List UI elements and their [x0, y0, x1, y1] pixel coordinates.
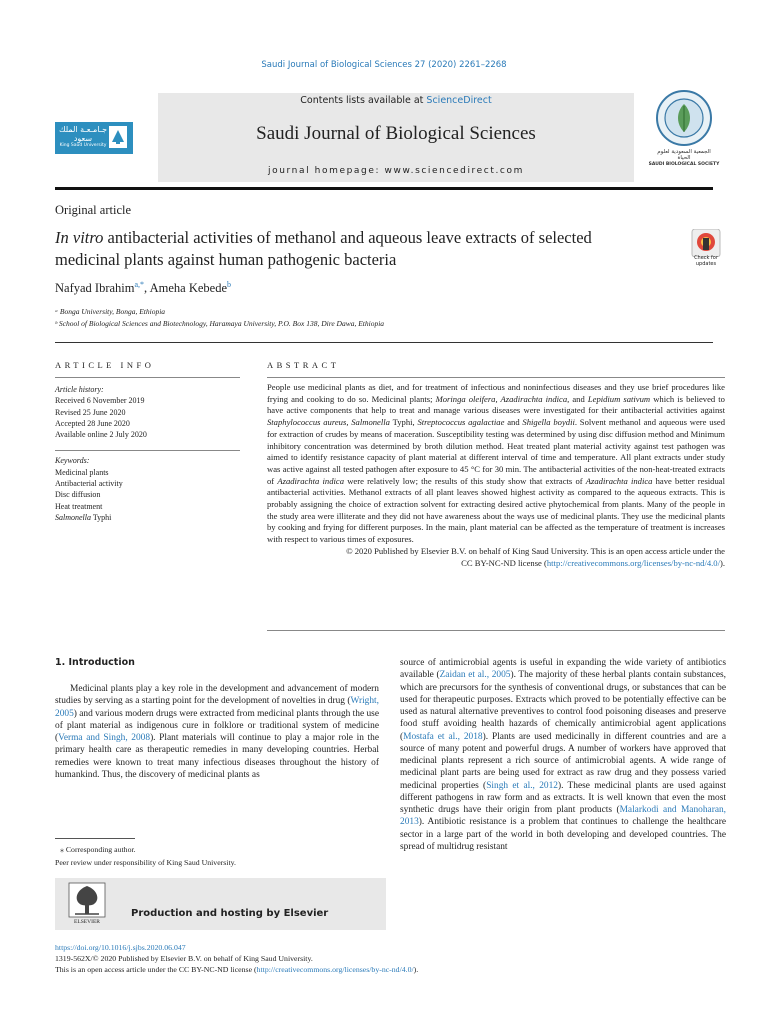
article-info-heading: ARTICLE INFO — [55, 360, 155, 370]
license-line: CC BY-NC-ND license (http://creativecommons.org/licenses/by-nc-nd/4.0/). — [461, 557, 725, 568]
ksu-logo-arabic: جـامـعـة الملك سعود — [58, 125, 108, 143]
keyword: Heat treatment — [55, 501, 103, 511]
citation-link[interactable]: Verma and Singh, 2008 — [58, 733, 151, 743]
section-rule — [55, 342, 713, 343]
elsevier-tree-icon — [67, 882, 107, 918]
sbs-logo — [648, 88, 720, 172]
keyword: Medicinal plants — [55, 467, 109, 477]
author-affiliation-link[interactable]: a,* — [134, 280, 145, 289]
article-info — [55, 384, 240, 523]
keyword: Salmonella Typhi — [55, 512, 112, 522]
article-title: In vitro antibacterial activities of methanol and aqueous leave extracts of selected medicinal plants against human pathogenic bacteria — [55, 228, 592, 269]
doi-link[interactable]: https://doi.org/10.1016/j.sjbs.2020.06.047 — [55, 943, 186, 952]
article-type: Original article — [55, 203, 132, 217]
history-label: Article history: — [55, 385, 104, 394]
open-access-line: This is an open access article under the CC BY-NC-ND license (http://creativecommons.org/licenses/by-nc-nd/4.0/). — [55, 965, 419, 974]
peer-review-note: Peer review under responsibility of King Saud University. — [55, 858, 236, 867]
sbs-logo-english: SAUDI BIOLOGICAL SOCIETY — [648, 162, 720, 167]
keyword: Antibacterial activity — [55, 479, 123, 489]
history-item: Revised 25 June 2020 — [55, 407, 126, 417]
elsevier-wordmark: ELSEVIER — [74, 919, 100, 925]
production-hosting-text: Production and hosting by Elsevier — [131, 908, 329, 919]
keyword: Disc diffusion — [55, 490, 101, 500]
citation-link[interactable]: Wright, 2005 — [55, 696, 379, 719]
history-item: Accepted 28 June 2020 — [55, 418, 130, 428]
affiliation-a: ᵃ Bonga University, Bonga, Ethiopia — [55, 307, 166, 316]
keywords-rule — [55, 450, 240, 451]
journal-name: Saudi Journal of Biological Sciences — [256, 123, 536, 144]
author-name: Ameha Kebede — [149, 281, 228, 296]
author-name: Nafyad Ibrahim — [55, 281, 135, 296]
abstract-rule — [267, 377, 725, 378]
abstract-text: People use medicinal plants as diet, and for treatment of infectious and noninfectious diseases and they use brief procedures like frying and cooking to do so. Medicinal plants; Moringa oleifera, Azadirachta indica, and Lepidium sativum which is believed to have active components that help to treat and manage various diseases were investigated for their antibacterial activities against Staphylococcus aureus, Salmonella Typhi, Streptococcus agalactiae and Shigella boydii. Solvent methanol and aqueous were used for extraction of crudes by means of maceration. Susceptibility testing was determined by using disc diffusion method and Minimum inhibitory concentration was determined by broth dilution method. Heat treated plant material activity against test pathogen was aimed to identify resistance capacity of plant material at different interval of time and temperature. All plant extracts under study was active against all tested pathogen after exposure to 45 °C for 30 min. The antibacterial activities of the non-heat-treated extracts of Azadirachta indica were relatively low; the results of this study show that extracts of Azadirachta indica have better residual antibacterial activities. Methanol extracts of all plant leaves showed highest activity as compared to the aqueous extracts. This is probably assigning the choice of extraction solvent for extracting desired active phytochemical from plants. Many of the people in the study area were illiterate and they did not have awareness about the ways use of medicinal plants. They use the medicinal plants by cooking and frying for different purposes. In the main, plant material can be affected as the temperature of treatment is increases with respect to various times of exposures. © 2020 Published by Elsevier B.V. on behalf of King Saud University. This is an open access article under the CC BY-NC-ND license (http://creativecommons.org/licenses/by-nc-nd/4.0/). — [267, 382, 726, 568]
ksu-logo — [55, 120, 133, 156]
intro-paragraph: Medicinal plants play a key role in the development and advancement of modern studies by serving as a starting point for the development of novelties in drug (Wright, 2005) and various modern drugs were extracted from medicinal plants through the use of plant material as indigenous cure in folklore or traditional system of medicine (Verma and Singh, 2008). Plant materials will continue to play a major role in the primary health care as therapeutic remedies in many developing countries. Herbal remedies were known to treat many infectious diseases throughout the history of humankind. Thus, the discovery of medicinal plants as — [55, 684, 379, 780]
journal-header — [158, 93, 634, 182]
license-link[interactable]: http://creativecommons.org/licenses/by-nc-nd/4.0/ — [256, 965, 414, 974]
ksu-logo-english: King Saud University — [59, 143, 107, 148]
history-item: Received 6 November 2019 — [55, 396, 145, 406]
keywords-label: Keywords: — [55, 456, 90, 466]
header-rule — [55, 187, 713, 190]
corresponding-author-note: ⁎ Corresponding author. — [60, 845, 136, 854]
sbs-logo-arabic: الجمعية السعودية لعلوم الحياة — [657, 149, 711, 161]
crossmark-icon — [688, 229, 724, 257]
journal-citation[interactable]: Saudi Journal of Biological Sciences 27 (2020) 2261–2268 — [261, 60, 507, 70]
contents-line: Contents lists available at ScienceDirect — [300, 95, 492, 106]
elsevier-banner — [55, 878, 386, 930]
journal-homepage[interactable]: journal homepage: www.sciencedirect.com — [268, 166, 524, 176]
intro-paragraph: source of antimicrobial agents is useful in expanding the wide variety of antibiotics available (Zaidan et al., 2005). The majority of these herbal plants contain substances, which are precursors for the synthesis of conventional drugs, or substances that can be used for therapeutic purposes. Extracts which proved to be potentially effective can be used as natural alternative preventives to control food poisoning diseases and preserve food stuff avoiding health hazards of chemically antimicrobial agent applications (Mostafa et al., 2018). Plants are used medicinally in different countries and are a source of many potent and powerful drugs. A number of workers have approved that medicinal plants represent a rich source of antimicrobial agents. A wide range of medicinal plant parts are being used for extract as raw drug and they possess varied medicinal properties (Singh et al., 2012). These medicinal plants are used against different pathogens in raw form and as extracts. It is well known that even the most synthetic drugs have their origin from plant products (Malarkodi and Manoharan, 2013). Antibiotic resistance is a problem that continues to challenge the healthcare sector in a large part of the world in both developing and developed countries. The spread of multidrug resistant — [400, 658, 727, 852]
check-for-updates-button[interactable] — [688, 229, 724, 267]
license-link[interactable]: http://creativecommons.org/licenses/by-nc-nd/4.0/ — [546, 557, 720, 568]
sbs-seal-icon — [654, 88, 714, 148]
abstract-heading: ABSTRACT — [267, 360, 340, 370]
sciencedirect-link[interactable]: ScienceDirect — [426, 95, 492, 106]
footnote-rule — [55, 838, 135, 839]
intro-heading: 1. Introduction — [55, 657, 135, 668]
citation-link[interactable]: Mostafa et al., 2018 — [403, 731, 483, 742]
intro-left-column — [55, 683, 379, 781]
author-affiliation-link[interactable]: b — [227, 280, 232, 289]
elsevier-logo — [67, 882, 107, 926]
citation-link[interactable]: Singh et al., 2012 — [486, 780, 558, 791]
copyright-line: © 2020 Published by Elsevier B.V. on behalf of King Saud University. This is an open access article under the — [346, 545, 725, 556]
affiliation-b: ᵇ School of Biological Sciences and Biotechnology, Haramaya University, P.O. Box 138, Dire Dawa, Ethiopia — [55, 319, 385, 328]
history-item: Available online 2 July 2020 — [55, 430, 147, 440]
citation-link[interactable]: Zaidan et al., 2005 — [439, 670, 511, 681]
check-for-updates-label: Check for updates — [694, 255, 718, 267]
citation-link[interactable]: Malarkodi and Manoharan, 2013 — [400, 805, 727, 828]
intro-right-column — [400, 657, 726, 853]
article-info-rule — [55, 377, 240, 378]
issn-line: 1319-562X/© 2020 Published by Elsevier B.V. on behalf of King Saud University. — [55, 954, 313, 963]
abstract-bottom-rule — [267, 630, 725, 631]
author-list: Nafyad Ibrahim$^{a,*}$, Ameha Kebede$^b$ — [55, 280, 232, 296]
